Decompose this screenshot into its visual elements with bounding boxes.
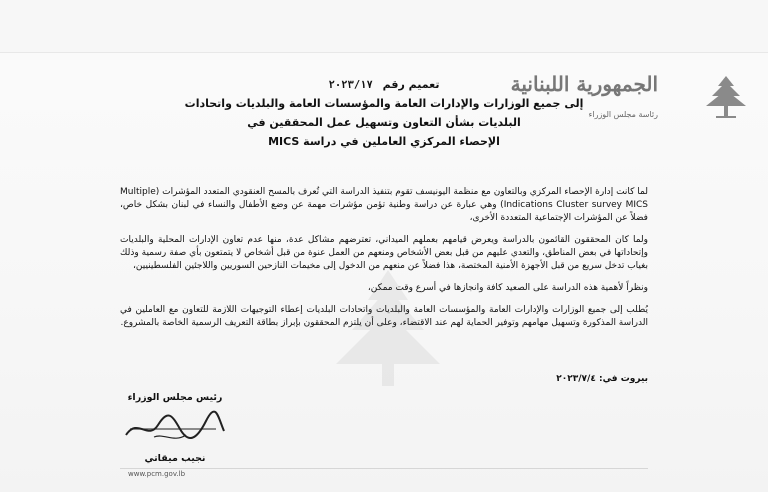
body-paragraph-3: ونظراً لأهمية هذه الدراسة على الصعيد كافة وانجازها في أسرع وقت ممكن، — [367, 283, 648, 293]
footer-divider — [120, 468, 648, 469]
body-paragraph-1: لما كانت إدارة الإحصاء المركزي وبالتعاون مع منظمة اليونيسف تقوم بتنفيذ الدراسة التي تُعرف بالمسح العنقودي المتعدد المؤشرات (Multiple Indications Cluster survey MICS) وهي عبارة عن دراسة وطنية تؤمن مؤشرات مهمة عن وضع الأطفال والنساء في لبنان بشكل خاص، فضلاً عن المؤشرات الإجتماعية المتعددة الأخرى، — [120, 187, 648, 223]
circular-header — [120, 78, 648, 149]
signature-name: نجيب ميقاتي — [144, 453, 206, 464]
footer-url: www.pcm.gov.lb — [128, 470, 186, 478]
body-paragraph-4: يُطلب إلى جميع الوزارات والإدارات العامة والمؤسسات العامة والبلديات واتحادات البلديات إعطاء التوجيهات اللازمة للتعاون مع العاملين في الدراسة المذكورة وتسهيل مهامهم وتوفير الحماية لهم عند الاقتضاء، وعلى أن يلتزم المحققون بإبراز بطاقة التعريف الرسمية الخاصة بالمشروع. — [120, 305, 648, 328]
circular-title-label: تعميم رقم — [382, 78, 440, 91]
signature-icon — [120, 407, 230, 447]
signature-title: رئيس مجلس الوزراء — [127, 392, 223, 403]
scan-top-strip — [0, 0, 768, 53]
circular-number: ٢٠٢٣/١٧ — [328, 79, 373, 91]
circular-title — [120, 78, 648, 92]
circular-body — [120, 186, 648, 339]
date-line: بيروت في: ٢٠٢٣/٧/٤ — [556, 374, 648, 384]
cedar-tree-icon — [698, 74, 754, 120]
letterhead-calligraphy: الجمهورية اللبنانية — [510, 72, 658, 96]
letterhead-office: رئاسة مجلس الوزراء — [588, 110, 658, 119]
recipients-line-3: الإحصاء المركزي العاملين في دراسة MICS — [268, 135, 500, 148]
signature-block — [120, 392, 230, 465]
recipients-line-1: إلى جميع الوزارات والإدارات العامة والمؤسسات العامة والبلديات واتحادات — [184, 97, 584, 110]
recipients-line-2: البلديات بشأن التعاون وتسهيل عمل المحققين في — [247, 116, 521, 129]
body-paragraph-2: ولما كان المحققون القائمون بالدراسة ويعرض قيامهم بعملهم الميداني، تعترضهم مشاكل عدة، منها عدم تعاون الإدارات المحلية والبلديات وإتحاداتها في بعض المناطق، والتعدي عليهم من قبل بعض الأشخاص ومنعهم من العمل عنوة من قبل أشخاص لا يتمتعون بأي صفة رسمية وذلك بغياب تدخل سريع من قبل الأجهزة الأمنية المختصة، هذا فضلاً عن منعهم من الدخول إلى مخيمات النازحين السوريين واللاجئين الفلسطينيين، — [120, 235, 648, 271]
